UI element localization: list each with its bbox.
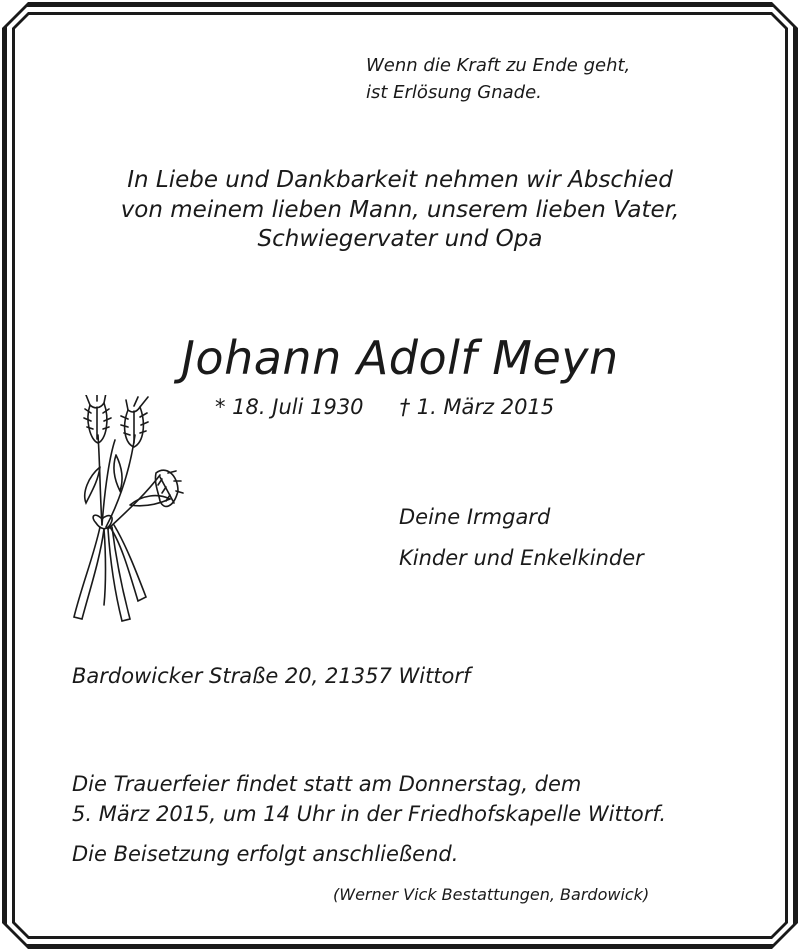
burial-info: Die Beisetzung erfolgt anschließend. <box>72 842 459 866</box>
funeral-line: 5. März 2015, um 14 Uhr in der Friedhofskapelle Wittorf. <box>72 802 667 826</box>
mourner-spouse: Deine Irmgard <box>399 505 551 529</box>
wheat-sheaf-icon <box>60 395 190 625</box>
intro-text <box>80 166 720 255</box>
undertaker-credit: (Werner Vick Bestattungen, Bardowick) <box>333 885 650 904</box>
motto <box>366 52 630 106</box>
intro-line: In Liebe und Dankbarkeit nehmen wir Abschied <box>127 167 673 193</box>
funeral-info <box>72 769 666 829</box>
death-date: † 1. März 2015 <box>399 395 555 419</box>
deceased-name: Johann Adolf Meyn <box>181 331 619 385</box>
life-dates <box>215 393 554 421</box>
motto-line: Wenn die Kraft zu Ende geht, <box>366 55 631 76</box>
intro-line: Schwiegervater und Opa <box>257 226 543 252</box>
intro-line: von meinem lieben Mann, unserem lieben Vater, <box>120 196 680 223</box>
address: Bardowicker Straße 20, 21357 Wittorf <box>72 664 471 688</box>
funeral-line: Die Trauerfeier findet statt am Donnerstag, dem <box>72 772 582 796</box>
motto-line: ist Erlösung Gnade. <box>366 82 542 103</box>
mourner-family: Kinder und Enkelkinder <box>399 546 644 570</box>
birth-date: * 18. Juli 1930 <box>215 395 364 419</box>
